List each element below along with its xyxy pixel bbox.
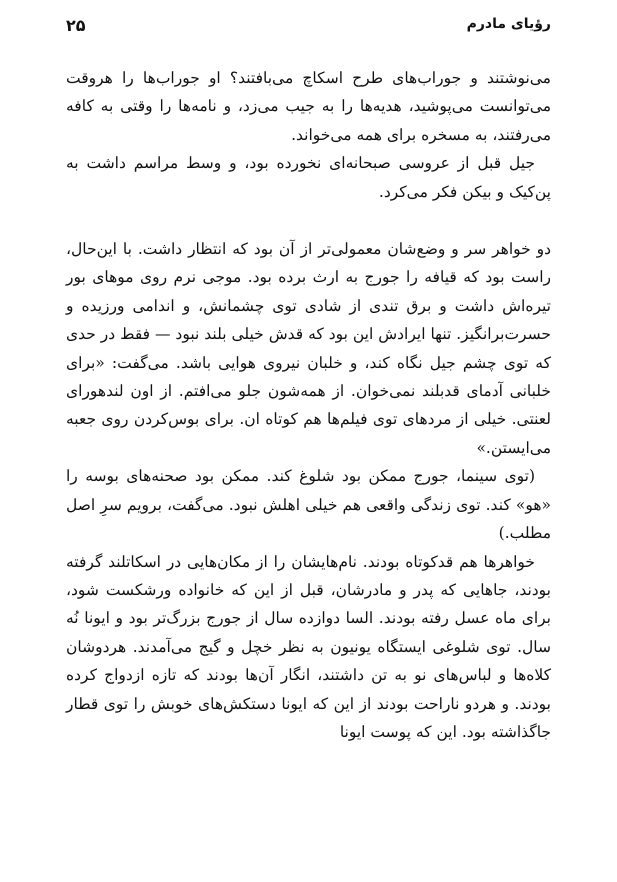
paragraph-1: می‌نوشتند و جوراب‌های طرح اسکاچ می‌بافتند؟ او جوراب‌ها را هروقت می‌توانست می‌پوشید، هدیه‌ها را به جیب می‌زد، و نامه‌ها را وقتی به کافه می‌رفتند، به مسخره برای همه می‌خواند. [66, 69, 551, 144]
section-break [66, 206, 551, 235]
running-title: رؤیای مادرم [466, 16, 551, 32]
paragraph-4: (توی سینما، جورج ممکن بود شلوغ کند. ممکن بود صحنه‌های بوسه را «هو» کند. توی زندگی واقعی هم خیلی اهلش نبود. می‌گفت، برویم سرِ اصل مطلب.) [66, 467, 551, 543]
page-number: ۲۵ [66, 16, 86, 35]
paragraph-3: دو خواهر سر و وضع‌شان معمولی‌تر از آن بود که انتظار داشت. با این‌حال، راست بود که قیافه را جورج به ارث برده بود. موجی نرم روی موهای بور تیره‌اش داشت و برق تندی از شادی توی چشمانش، و اندامی ورزیده و حسرت‌برانگیز. تنها ایرادش این بود که قدش خیلی بلند نبود — فقط در حدی که توی چشم جیل نگاه کند، و خلبان نیروی هوایی باشد. می‌گفت: «برای خلبانی آدمای قدبلند نمی‌خوان. از همه‌شون جلو می‌افتم. از اون لندهورای لعنتی. خیلی از مردهای توی فیلم‌ها هم کوتاه ان. برای بوس‌کردن روی جعبه می‌ایستن.» [66, 240, 551, 457]
paragraph-2: جیل قبل از عروسی صبحانه‌ای نخورده بود، و وسط مراسم داشت به پن‌کیک و بیکن فکر می‌کرد. [66, 154, 551, 201]
page-header [66, 16, 551, 40]
paragraph-5: خواهرها هم قدکوتاه بودند. نام‌هایشان را از مکان‌هایی در اسکاتلند گرفته بودند، جاهایی که پدر و مادرشان، قبل از این که خانواده ورشکست شود، برای ماه عسل رفته بودند. السا دوازده سال از جورج بزرگ‌تر بود و ایونا نُه سال. توی شلوغی ایستگاه یونیون به نظر خچل و گیج می‌آمدند. هردوشان کلاه‌ها و لباس‌های نو به تن داشتند، انگار آن‌ها بودند که تازه ازدواج کرده بودند. و هردو ناراحت بودند از این که ایونا دستکش‌های خوبش را توی قطار جاگذاشته بود. این که پوست ایونا [66, 552, 551, 741]
body-text [66, 64, 551, 746]
